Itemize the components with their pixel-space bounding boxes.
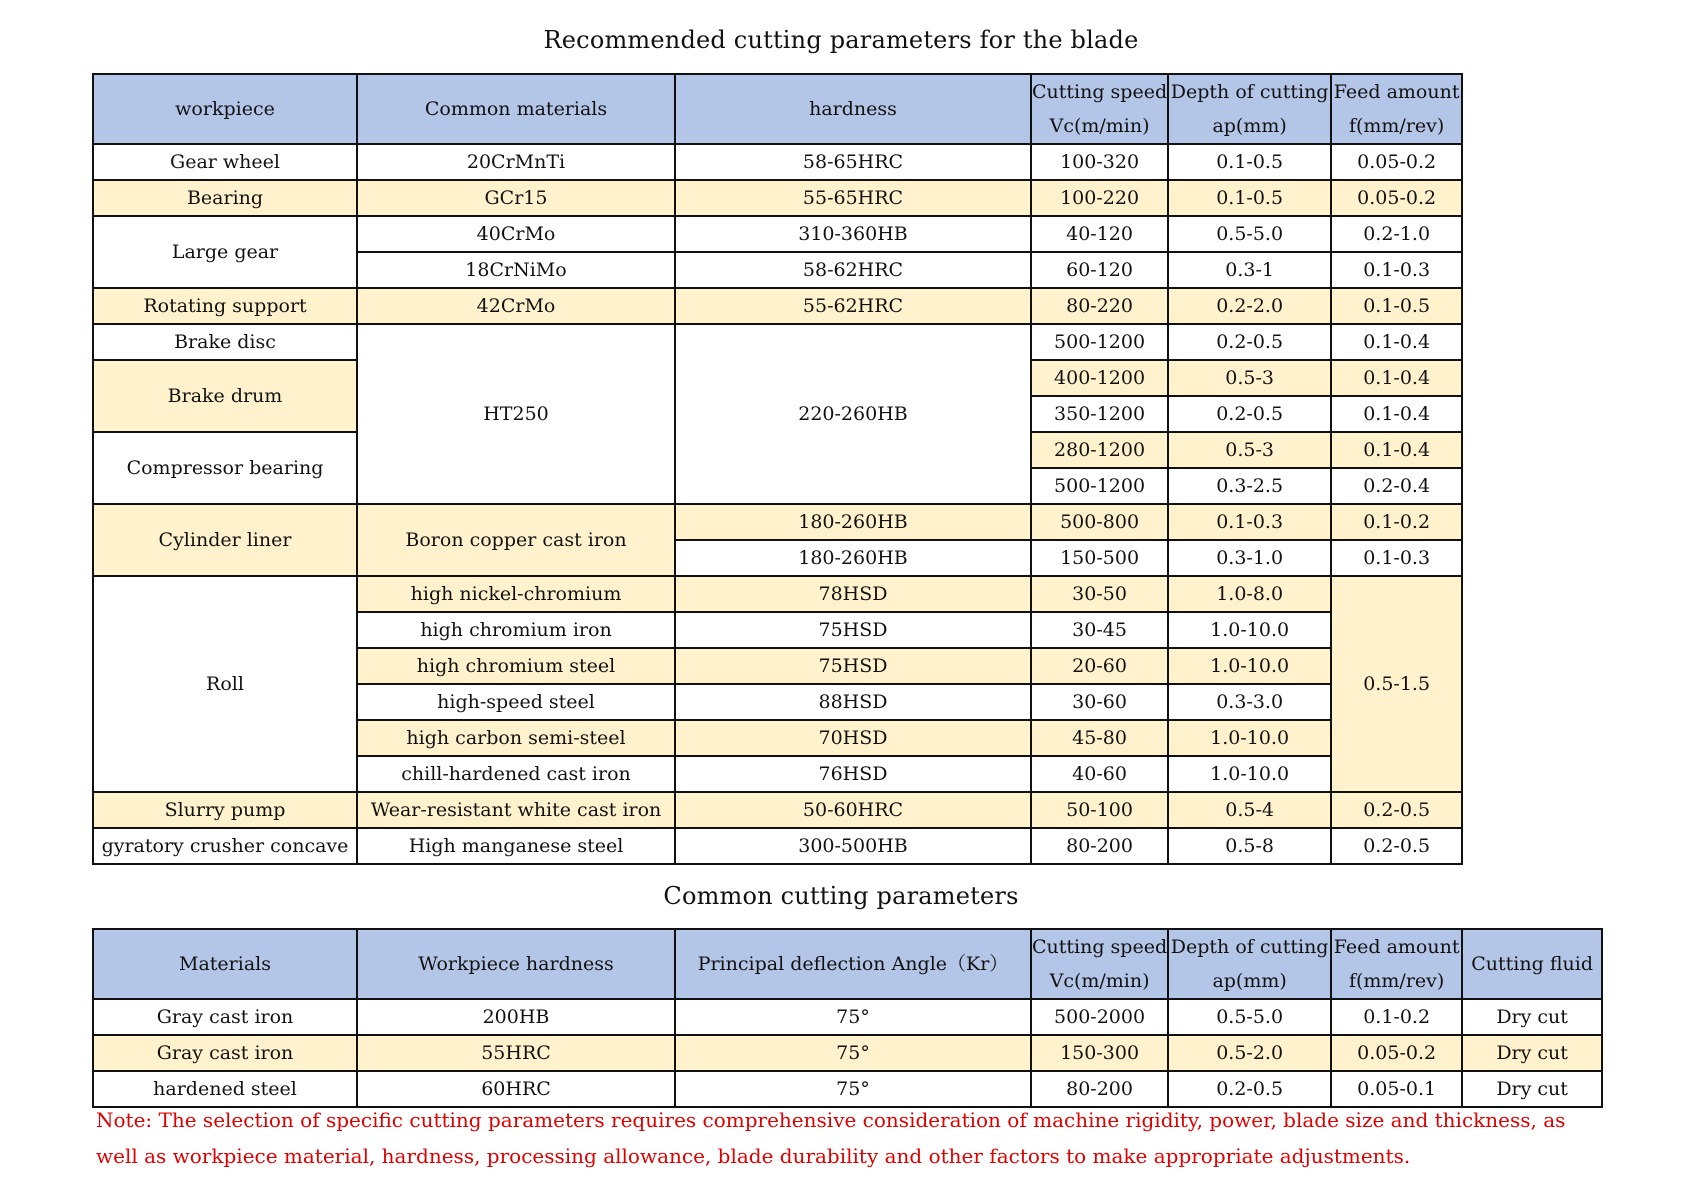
cell-depth: 0.3-1.0 <box>1168 540 1331 576</box>
cell-hardness: 75HSD <box>675 648 1031 684</box>
header-feed-unit: f(mm/rev) <box>1348 970 1445 992</box>
cell-speed: 30-45 <box>1031 612 1168 648</box>
cell-material: 20CrMnTi <box>357 144 675 180</box>
cell-hardness: 180-260HB <box>675 540 1031 576</box>
cell-speed: 500-800 <box>1031 504 1168 540</box>
table-row <box>93 576 1462 612</box>
cell-workpiece: Rotating support <box>93 288 357 324</box>
cell-hardness: 200HB <box>357 999 675 1035</box>
cell-material: high chromium iron <box>357 612 675 648</box>
cell-depth: 0.3-3.0 <box>1168 684 1331 720</box>
header-depth-label: Depth of cutting <box>1170 81 1329 103</box>
cell-feed: 0.2-0.4 <box>1331 468 1462 504</box>
cell-hardness: 58-62HRC <box>675 252 1031 288</box>
cell-depth: 0.3-1 <box>1168 252 1331 288</box>
cell-material: high-speed steel <box>357 684 675 720</box>
cell-hardness: 50-60HRC <box>675 792 1031 828</box>
cell-feed: 0.1-0.3 <box>1331 252 1462 288</box>
cell-speed: 30-60 <box>1031 684 1168 720</box>
cell-speed: 80-200 <box>1031 828 1168 864</box>
cell-hardness: 180-260HB <box>675 504 1031 540</box>
cell-workpiece: Gear wheel <box>93 144 357 180</box>
cell-angle: 75° <box>675 1035 1031 1071</box>
cell-material: hardened steel <box>93 1071 357 1107</box>
cell-depth: 0.1-0.5 <box>1168 144 1331 180</box>
cell-workpiece: Brake disc <box>93 324 357 360</box>
cell-depth: 1.0-8.0 <box>1168 576 1331 612</box>
table-row <box>93 1035 1602 1071</box>
cell-workpiece: Compressor bearing <box>93 432 357 504</box>
header-depth-of-cutting <box>1168 929 1331 999</box>
cell-feed: 0.1-0.5 <box>1331 288 1462 324</box>
cell-speed: 400-1200 <box>1031 360 1168 396</box>
header-depth-unit: ap(mm) <box>1212 115 1287 137</box>
header-principal-deflection-angle: Principal deflection Angle（Kr） <box>675 929 1031 999</box>
cell-feed: 0.05-0.1 <box>1331 1071 1462 1107</box>
table2-title: Common cutting parameters <box>663 882 1019 910</box>
cell-feed: 0.2-0.5 <box>1331 828 1462 864</box>
cell-material: 42CrMo <box>357 288 675 324</box>
cell-depth: 0.5-5.0 <box>1168 999 1331 1035</box>
header-materials: Materials <box>93 929 357 999</box>
cell-angle: 75° <box>675 1071 1031 1107</box>
cell-depth: 0.5-3 <box>1168 432 1331 468</box>
cell-speed: 60-120 <box>1031 252 1168 288</box>
header-cutting-speed-unit: Vc(m/min) <box>1049 115 1150 137</box>
cell-feed: 0.1-0.4 <box>1331 396 1462 432</box>
cell-speed: 100-220 <box>1031 180 1168 216</box>
table-row <box>93 288 1462 324</box>
table-row <box>93 504 1462 540</box>
header-feed-unit: f(mm/rev) <box>1348 115 1445 137</box>
cell-depth: 0.5-8 <box>1168 828 1331 864</box>
cell-speed: 40-60 <box>1031 756 1168 792</box>
cell-material: High manganese steel <box>357 828 675 864</box>
cell-speed: 45-80 <box>1031 720 1168 756</box>
cell-depth: 0.1-0.3 <box>1168 504 1331 540</box>
cell-hardness: 55-62HRC <box>675 288 1031 324</box>
cell-hardness: 75HSD <box>675 612 1031 648</box>
cell-workpiece: Cylinder liner <box>93 504 357 576</box>
cell-depth: 1.0-10.0 <box>1168 720 1331 756</box>
cell-speed: 280-1200 <box>1031 432 1168 468</box>
cell-material: chill-hardened cast iron <box>357 756 675 792</box>
table-header-row <box>93 929 1602 999</box>
table-header-row <box>93 74 1462 144</box>
recommended-parameters-table <box>92 73 1463 865</box>
header-depth-of-cutting <box>1168 74 1331 144</box>
note-text: Note: The selection of specific cutting parameters requires comprehensive consideration of machine rigidity, power, blade size and thickness, as well as workpiece material, hardness, processing allowance, blade durability and other factors to make appropriate adjustments. <box>96 1108 1566 1168</box>
cell-feed: 0.1-0.4 <box>1331 432 1462 468</box>
cell-workpiece: Roll <box>93 576 357 792</box>
cell-depth: 0.5-3 <box>1168 360 1331 396</box>
cell-depth: 0.1-0.5 <box>1168 180 1331 216</box>
header-workpiece: workpiece <box>93 74 357 144</box>
header-feed-label: Feed amount <box>1333 81 1460 103</box>
cell-speed: 150-500 <box>1031 540 1168 576</box>
cell-workpiece: Large gear <box>93 216 357 288</box>
header-cutting-speed <box>1031 929 1168 999</box>
cell-speed: 350-1200 <box>1031 396 1168 432</box>
header-depth-label: Depth of cutting <box>1170 936 1329 958</box>
header-workpiece-hardness: Workpiece hardness <box>357 929 675 999</box>
header-cutting-speed <box>1031 74 1168 144</box>
header-cutting-fluid: Cutting fluid <box>1462 929 1602 999</box>
header-depth-unit: ap(mm) <box>1212 970 1287 992</box>
cell-hardness: 55-65HRC <box>675 180 1031 216</box>
cell-workpiece: Bearing <box>93 180 357 216</box>
cell-workpiece: Brake drum <box>93 360 357 432</box>
cell-fluid: Dry cut <box>1462 1035 1602 1071</box>
cell-speed: 20-60 <box>1031 648 1168 684</box>
cell-depth: 1.0-10.0 <box>1168 612 1331 648</box>
table1-title: Recommended cutting parameters for the blade <box>543 26 1139 54</box>
cell-feed: 0.1-0.3 <box>1331 540 1462 576</box>
header-feed-amount <box>1331 74 1462 144</box>
cell-depth: 1.0-10.0 <box>1168 756 1331 792</box>
cell-material: Gray cast iron <box>93 999 357 1035</box>
cell-material: high chromium steel <box>357 648 675 684</box>
cell-workpiece: Slurry pump <box>93 792 357 828</box>
cell-depth: 0.5-5.0 <box>1168 216 1331 252</box>
table-row <box>93 999 1602 1035</box>
cell-hardness: 310-360HB <box>675 216 1031 252</box>
cell-feed: 0.1-0.2 <box>1331 999 1462 1035</box>
cell-speed: 40-120 <box>1031 216 1168 252</box>
cell-feed: 0.1-0.4 <box>1331 324 1462 360</box>
cell-feed: 0.05-0.2 <box>1331 180 1462 216</box>
cell-angle: 75° <box>675 999 1031 1035</box>
cell-speed: 80-220 <box>1031 288 1168 324</box>
cell-material: HT250 <box>357 324 675 504</box>
cell-depth: 0.2-0.5 <box>1168 1071 1331 1107</box>
cell-feed: 0.05-0.2 <box>1331 144 1462 180</box>
cell-feed: 0.1-0.2 <box>1331 504 1462 540</box>
header-cutting-speed-label: Cutting speed <box>1032 936 1168 958</box>
cell-material: high nickel-chromium <box>357 576 675 612</box>
cell-speed: 100-320 <box>1031 144 1168 180</box>
cell-speed: 500-1200 <box>1031 468 1168 504</box>
cell-speed: 150-300 <box>1031 1035 1168 1071</box>
cell-material: Boron copper cast iron <box>357 504 675 576</box>
cell-depth: 0.2-0.5 <box>1168 396 1331 432</box>
table-row <box>93 324 1462 360</box>
header-common-materials: Common materials <box>357 74 675 144</box>
cell-speed: 30-50 <box>1031 576 1168 612</box>
table-row <box>93 828 1462 864</box>
cell-speed: 500-2000 <box>1031 999 1168 1035</box>
cell-hardness: 220-260HB <box>675 324 1031 504</box>
cell-depth: 0.2-2.0 <box>1168 288 1331 324</box>
cell-depth: 0.2-0.5 <box>1168 324 1331 360</box>
cell-depth: 1.0-10.0 <box>1168 648 1331 684</box>
cell-hardness: 58-65HRC <box>675 144 1031 180</box>
cell-material: 40CrMo <box>357 216 675 252</box>
cell-fluid: Dry cut <box>1462 1071 1602 1107</box>
header-cutting-speed-label: Cutting speed <box>1032 81 1168 103</box>
cell-material: Wear-resistant white cast iron <box>357 792 675 828</box>
cell-feed: 0.1-0.4 <box>1331 360 1462 396</box>
cell-hardness: 88HSD <box>675 684 1031 720</box>
header-hardness: hardness <box>675 74 1031 144</box>
cell-hardness: 60HRC <box>357 1071 675 1107</box>
cell-hardness: 76HSD <box>675 756 1031 792</box>
cell-material: Gray cast iron <box>93 1035 357 1071</box>
cell-hardness: 70HSD <box>675 720 1031 756</box>
table-row <box>93 144 1462 180</box>
table-row <box>93 180 1462 216</box>
cell-feed: 0.2-0.5 <box>1331 792 1462 828</box>
cell-depth: 0.3-2.5 <box>1168 468 1331 504</box>
cell-fluid: Dry cut <box>1462 999 1602 1035</box>
cell-speed: 500-1200 <box>1031 324 1168 360</box>
table-row <box>93 792 1462 828</box>
header-cutting-speed-unit: Vc(m/min) <box>1049 970 1150 992</box>
cell-depth: 0.5-2.0 <box>1168 1035 1331 1071</box>
cell-workpiece: gyratory crusher concave <box>93 828 357 864</box>
cell-hardness: 78HSD <box>675 576 1031 612</box>
cell-depth: 0.5-4 <box>1168 792 1331 828</box>
cell-speed: 50-100 <box>1031 792 1168 828</box>
header-feed-label: Feed amount <box>1333 936 1460 958</box>
cell-feed: 0.05-0.2 <box>1331 1035 1462 1071</box>
cell-feed: 0.2-1.0 <box>1331 216 1462 252</box>
common-parameters-table <box>92 928 1603 1108</box>
header-feed-amount <box>1331 929 1462 999</box>
cell-speed: 80-200 <box>1031 1071 1168 1107</box>
cell-material: 18CrNiMo <box>357 252 675 288</box>
cell-hardness: 300-500HB <box>675 828 1031 864</box>
cell-hardness: 55HRC <box>357 1035 675 1071</box>
cell-material: high carbon semi-steel <box>357 720 675 756</box>
table-row <box>93 216 1462 252</box>
cell-material: GCr15 <box>357 180 675 216</box>
cell-feed: 0.5-1.5 <box>1331 576 1462 792</box>
